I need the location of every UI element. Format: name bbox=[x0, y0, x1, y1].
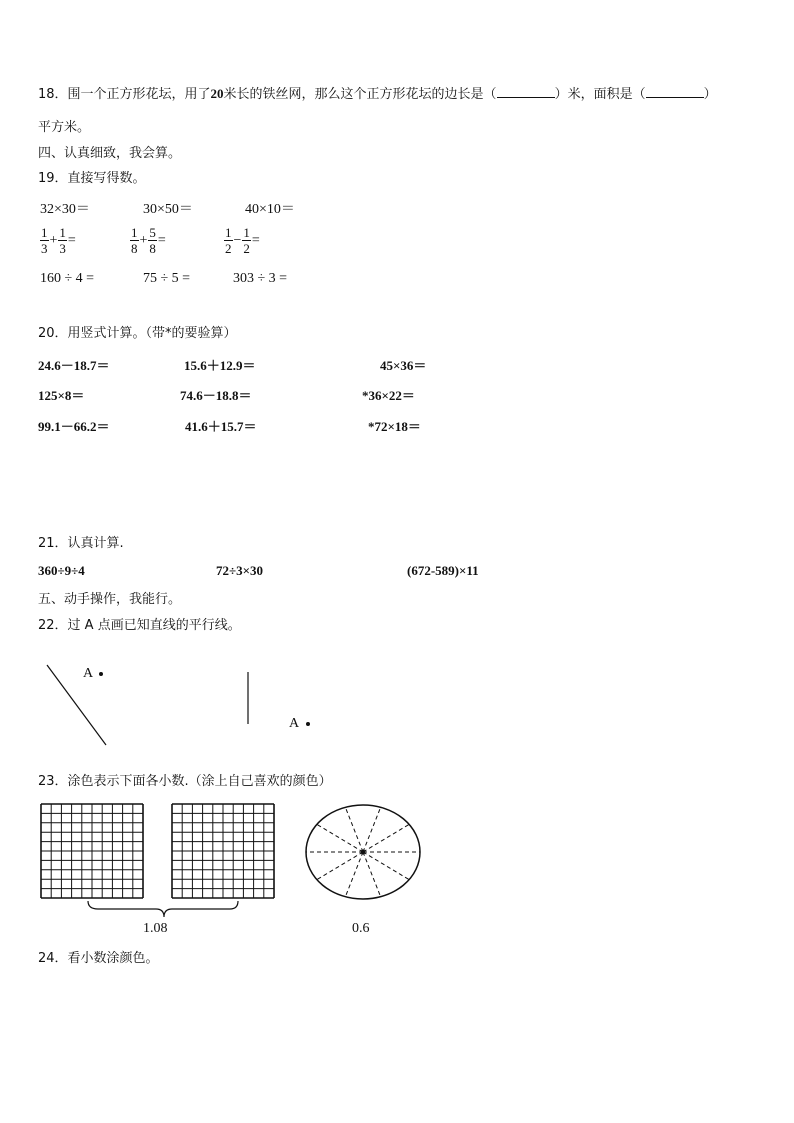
q20-r2-c1: 125×8＝ bbox=[38, 388, 85, 403]
q20-r1-c2: 15.6＋12.9＝ bbox=[184, 358, 256, 373]
q19-frac-2: $\frac{1}{8}$ + $\frac{5}{8}$ = bbox=[131, 225, 166, 256]
grid-brace bbox=[86, 899, 246, 919]
q22-title: 22．过 A 点画已知直线的平行线。 bbox=[38, 618, 241, 633]
point-a2-label: A bbox=[289, 716, 300, 731]
q20-r1-c1: 24.6－18.7＝ bbox=[38, 358, 110, 373]
point-a1-label: A bbox=[83, 666, 94, 681]
hundred-grid-1[interactable] bbox=[40, 803, 144, 899]
section-4-heading: 四、认真细致，我会算。 bbox=[38, 146, 182, 161]
slanted-line bbox=[47, 665, 106, 745]
q22-figure bbox=[0, 650, 794, 780]
q19-frac-1: $\frac{1}{3}$ + $\frac{1}{3}$ = bbox=[41, 225, 76, 256]
q18-blank-area[interactable] bbox=[646, 85, 704, 98]
q19-frac-3: $\frac{1}{2}$ − $\frac{1}{2}$ = bbox=[225, 225, 260, 256]
q19-r3-c3: 303 ÷ 3 = bbox=[233, 271, 288, 286]
q21-item-3: (672-589)×11 bbox=[407, 563, 479, 578]
point-a2-dot bbox=[306, 722, 310, 726]
q20-r2-c3: *36×22＝ bbox=[362, 388, 415, 403]
q20-title: 20．用竖式计算。（带*的要验算） bbox=[38, 326, 237, 341]
q19-title: 19．直接写得数。 bbox=[38, 171, 146, 186]
q19-r1-c3: 40×10＝ bbox=[245, 202, 295, 217]
q21-title: 21．认真计算. bbox=[38, 536, 124, 551]
sector-divider bbox=[363, 824, 409, 852]
sector-divider bbox=[363, 807, 381, 852]
point-a1-dot bbox=[99, 672, 103, 676]
circle-center bbox=[361, 850, 366, 855]
q23-title: 23．涂色表示下面各小数.（涂上自己喜欢的颜色） bbox=[38, 774, 332, 789]
q24-title: 24．看小数涂颜色。 bbox=[38, 951, 159, 966]
divided-circle[interactable] bbox=[303, 802, 423, 902]
q19-r3-c2: 75 ÷ 5 = bbox=[143, 271, 191, 286]
q18-blank-side[interactable] bbox=[497, 85, 555, 98]
q21-item-2: 72÷3×30 bbox=[216, 563, 264, 578]
q18-line1: 18．围一个正方形花坛，用了20米长的铁丝网，那么这个正方形花坛的边长是（ ）米，面积是（ ） bbox=[38, 86, 717, 102]
hundred-grid-2[interactable] bbox=[171, 803, 275, 899]
sector-divider bbox=[363, 852, 381, 897]
grid-value-label: 1.08 bbox=[143, 921, 168, 936]
q19-r3-c1: 160 ÷ 4 = bbox=[40, 271, 95, 286]
sector-divider bbox=[363, 852, 409, 880]
section-5-heading: 五、动手操作，我能行。 bbox=[38, 592, 182, 607]
q19-r1-c2: 30×50＝ bbox=[143, 202, 193, 217]
q20-r3-c2: 41.6＋15.7＝ bbox=[185, 419, 257, 434]
circle-value-label: 0.6 bbox=[352, 921, 370, 936]
sector-divider bbox=[317, 852, 363, 880]
q21-item-1: 360÷9÷4 bbox=[38, 563, 85, 578]
sector-divider bbox=[317, 824, 363, 852]
q20-r3-c3: *72×18＝ bbox=[368, 419, 421, 434]
sector-divider bbox=[345, 807, 363, 852]
q18-line2: 平方米。 bbox=[38, 120, 91, 135]
sector-divider bbox=[345, 852, 363, 897]
q20-r2-c2: 74.6－18.8＝ bbox=[180, 388, 252, 403]
q19-r1-c1: 32×30＝ bbox=[40, 202, 90, 217]
q20-r1-c3: 45×36＝ bbox=[380, 358, 427, 373]
q20-r3-c1: 99.1－66.2＝ bbox=[38, 419, 110, 434]
